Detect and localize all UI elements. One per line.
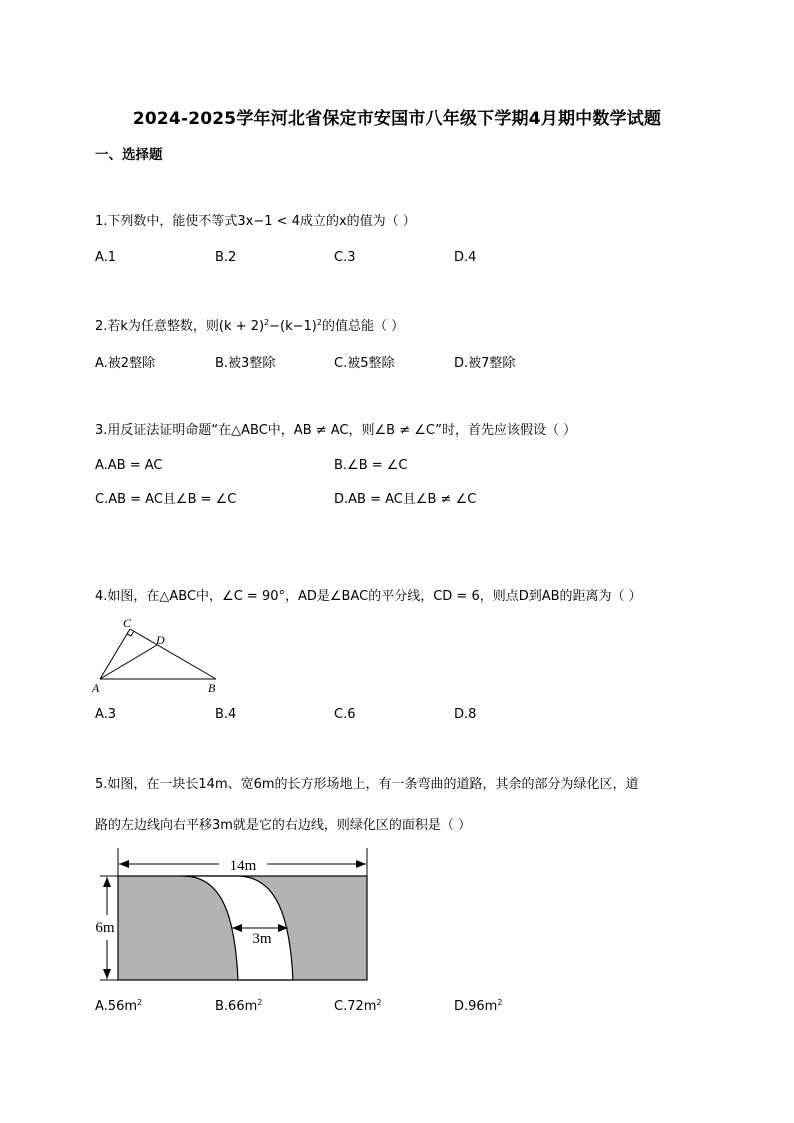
section-heading: 一、选择题 [95,147,163,163]
question-4-option-c[interactable]: C.6 [334,707,356,722]
question-3-stem: 3.用反证法证明命题“在△ABC中，AB ≠ AC，则∠B ≠ ∠C”时，首先应该假设（ ） [95,423,577,438]
field-figure [85,848,375,985]
question-5-option-b-exponent: 2 [257,998,263,1007]
question-1-option-a[interactable]: A.1 [95,250,117,265]
question-5-option-b-text: B.66m [215,999,258,1014]
question-5-option-c[interactable] [334,999,382,1014]
question-5-option-a-text: A.56m [95,999,138,1014]
shift-label: 3m [252,931,272,947]
question-1-option-c[interactable]: C.3 [334,250,356,265]
question-2-option-b[interactable]: B.被3整除 [215,356,276,371]
question-4-stem: 4.如图，在△ABC中，∠C = 90°，AD是∠BAC的平分线，CD = 6，则点D到AB的距离为（ ） [95,589,642,604]
question-2-exponent-1: 2 [264,318,270,327]
question-2-stem [95,315,404,334]
length-label: 14m [229,858,257,874]
bisector-ad [100,645,157,679]
question-2-option-a[interactable]: A.被2整除 [95,356,156,371]
question-5-stem-line-2: 路的左边线向右平移3m就是它的右边线，则绿化区的面积是（ ） [95,818,472,833]
question-5-option-c-exponent: 2 [376,998,382,1007]
question-3-option-c[interactable]: C.AB = AC且∠B = ∠C [95,492,237,507]
question-3-option-d[interactable]: D.AB = AC且∠B ≠ ∠C [334,492,477,507]
question-5-stem-line-1: 5.如图，在一块长14m、宽6m的长方形场地上，有一条弯曲的道路，其余的部分为绿化区，道 [95,777,639,792]
question-5-option-a-exponent: 2 [137,998,143,1007]
question-5-option-c-text: C.72m [334,999,377,1014]
question-4-option-a[interactable]: A.3 [95,707,117,722]
side-ac [100,629,130,679]
question-2-stem-part1: 2.若k为任意整数，则(k + 2) [95,319,265,334]
question-5-option-d-text: D.96m [454,999,498,1014]
page-title: 2024-2025学年河北省保定市安国市八年级下学期4月期中数学试题 [132,109,662,129]
question-4-option-d[interactable]: D.8 [454,707,477,722]
question-5-option-d-exponent: 2 [497,998,503,1007]
label-c: C [123,616,132,630]
question-5-option-d[interactable] [454,999,502,1014]
side-cb [130,629,216,679]
label-b: B [208,681,216,695]
question-2-option-d[interactable]: D.被7整除 [454,356,516,371]
question-1-option-d[interactable]: D.4 [454,250,477,265]
question-3-option-a[interactable]: A.AB = AC [95,458,163,473]
question-2-stem-part3: 的值总能（ ） [321,319,405,334]
triangle-figure [90,612,225,697]
question-5-option-b[interactable] [215,999,262,1014]
width-label: 6m [95,920,115,936]
label-d: D [156,633,165,647]
question-4-option-b[interactable]: B.4 [215,707,237,722]
question-2-exponent-2: 2 [316,318,322,327]
question-3-option-b[interactable]: B.∠B = ∠C [334,458,408,473]
question-5-option-a[interactable] [95,999,142,1014]
question-1-option-b[interactable]: B.2 [215,250,237,265]
label-a: A [92,681,100,695]
question-1-stem: 1.下列数中，能使不等式3x−1 < 4成立的x的值为（ ） [95,214,416,229]
question-2-stem-part2: −(k−1) [269,319,317,334]
question-2-option-c[interactable]: C.被5整除 [334,356,395,371]
